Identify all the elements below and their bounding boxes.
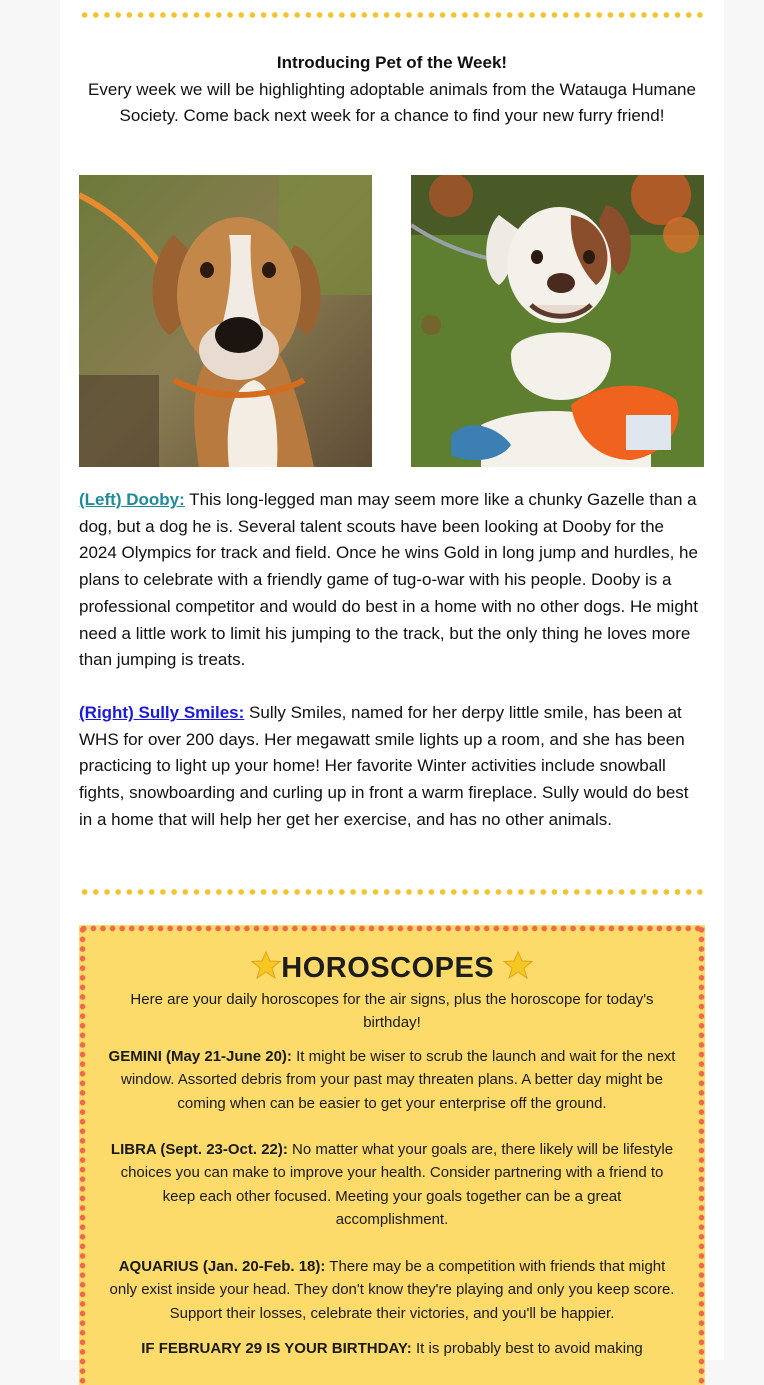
horoscope-birthday	[107, 1337, 677, 1360]
libra-sign: LIBRA (Sept. 23-Oct. 22):	[110, 1141, 288, 1158]
dooby-description	[79, 487, 705, 674]
middle-dotted-divider	[79, 889, 705, 895]
sully-photo	[411, 175, 704, 467]
horoscopes-section	[79, 925, 705, 1385]
sully-description-text: Sully Smiles, named for her derpy little smile, has been at WHS for over 200 days. Her megawatt smile lights up a room, and she has been practicing to light up your home! Her favorite Winter activities include snowball fights, snowboarding and curling up in front a warm fireplace. Sully would do best in a home that will help her get her exercise, and has no other animals.	[79, 703, 689, 829]
sully-description	[79, 700, 705, 834]
intro-title: Introducing Pet of the Week!	[276, 53, 508, 72]
horoscopes-subtitle: Here are your daily horoscopes for the air signs, plus the horoscope for today's birthday!	[130, 991, 654, 1032]
horoscope-gemini	[107, 1045, 677, 1115]
sully-link[interactable]: (Right) Sully Smiles:	[79, 703, 245, 722]
horoscope-libra	[107, 1138, 677, 1231]
newsletter-page	[60, 0, 724, 1360]
dooby-photo	[79, 175, 372, 467]
horoscopes-heading	[79, 951, 705, 985]
dooby-link[interactable]: (Left) Dooby:	[79, 490, 185, 509]
horoscopes-title: HOROSCOPES	[281, 952, 495, 984]
aquarius-text: There may be a competition with friends that might only exist inside your head. They don't know they're playing and only you keep score. Support their losses, celebrate their victories, and you'll be happier.	[109, 1258, 675, 1322]
gemini-text: It might be wiser to scrub the launch and wait for the next window. Assorted debris from your past may threaten plans. A better day might be coming when can be easier to get your enterprise off the ground.	[121, 1048, 676, 1112]
birthday-text: It is probably best to avoid making	[411, 1340, 643, 1357]
star-icon	[251, 951, 281, 979]
intro-body: Every week we will be highlighting adoptable animals from the Watauga Humane Society. Come back next week for a chance to find your new furry friend!	[88, 79, 696, 125]
horoscope-aquarius	[107, 1255, 677, 1325]
star-icon	[503, 951, 533, 979]
aquarius-sign: AQUARIUS (Jan. 20-Feb. 18):	[118, 1258, 326, 1275]
top-dotted-divider	[79, 12, 705, 18]
gemini-sign: GEMINI (May 21-June 20):	[108, 1048, 292, 1065]
pet-of-week-intro	[79, 50, 705, 130]
libra-text: No matter what your goals are, there likely will be lifestyle choices you can make to improve your health. Consider partnering with a friend to keep each other focused. Meeting your goals together can be a great accomplishment.	[120, 1141, 674, 1228]
dooby-description-text: This long-legged man may seem more like a chunky Gazelle than a dog, but a dog he is. Several talent scouts have been looking at Dooby for the 2024 Olympics for track and field. Once he wins Gold in long jump and hurdles, he plans to celebrate with a friendly game of tug-o-war with his people. Dooby is a professional competitor and would do best in a home with no other dogs. He might need a little work to limit his jumping to the track, but the only thing he loves more than jumping is treats.	[79, 490, 698, 670]
birthday-sign: IF FEBRUARY 29 IS YOUR BIRTHDAY:	[141, 1340, 412, 1357]
